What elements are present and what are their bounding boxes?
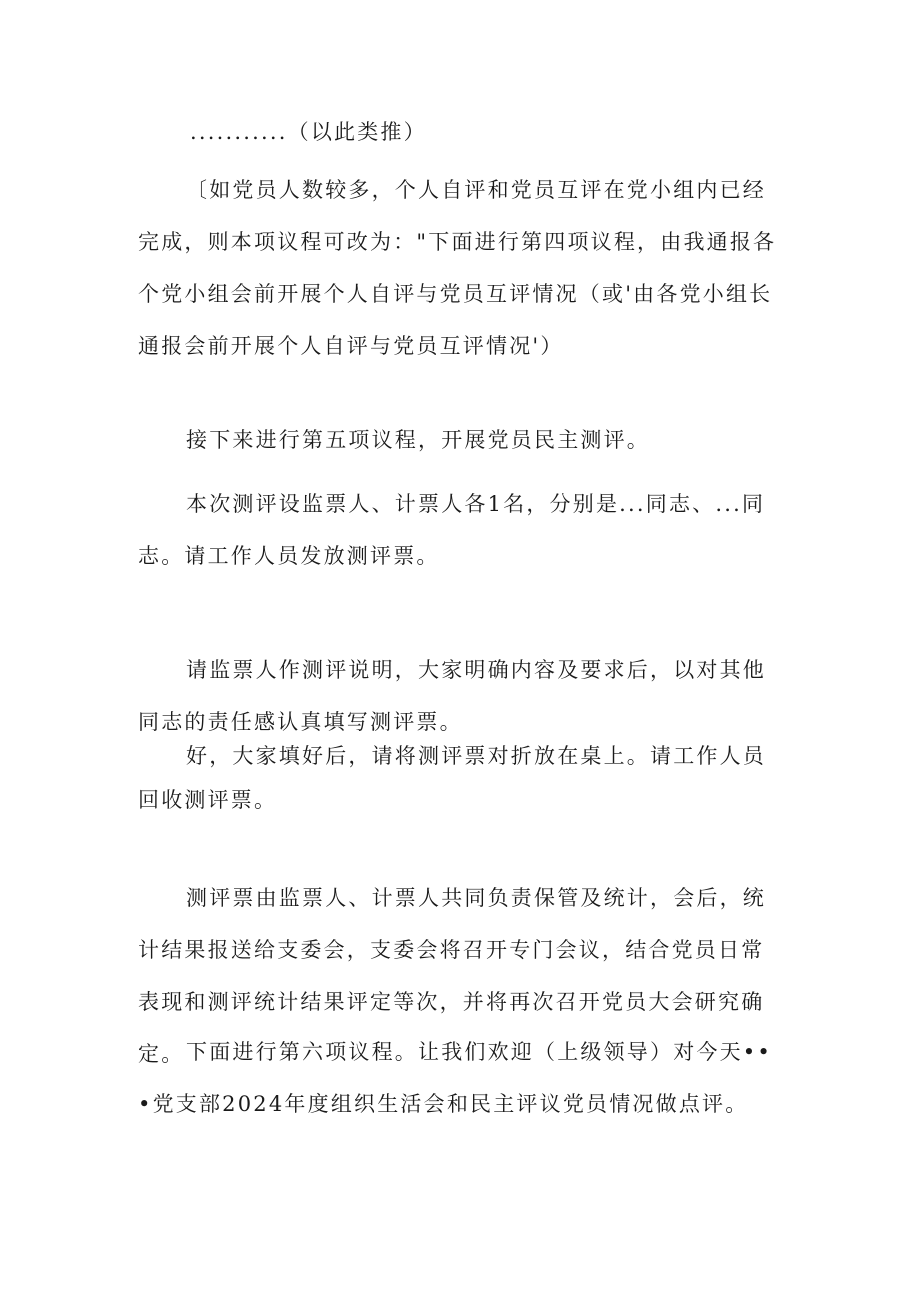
paragraph-agenda-six: 下面进行第六项议程。让我们欢迎（上级领导）对今天•••党支部2024年度组织生活会和民主评议党员情况做点评。: [138, 1040, 772, 1116]
paragraph-collect-ballots: 好，大家填好后，请将测评票对折放在桌上。请工作人员回收测评票。: [138, 744, 766, 812]
paragraph-alternative-agenda: 〔如党员人数较多，个人自评和党员互评在党小组内已经完成，则本项议程可改为："下面进行第四项议程，由我通报各个党小组会前开展个人自评与党员互评情况（或'由各党小组长通报会前开展个人自评与党员互评情况'）: [138, 178, 777, 358]
paragraph-vote-monitors: 本次测评设监票人、计票人各1名，分别是...同志、...同志。请工作人员发放测评票。: [138, 492, 766, 568]
paragraph-ellipsis: ...........（以此类推）: [190, 120, 427, 144]
paragraph-ballot-counting: 测评票由监票人、计票人共同负责保管及统计，会后，统计结果报送给支委会，支委会将召开专门会议，结合党员日常表现和测评统计结果评定等次，并将再次召开党员大会研究确定。: [138, 886, 766, 1066]
paragraph-evaluation-instructions: 请监票人作测评说明，大家明确内容及要求后，以对其他同志的责任感认真填写测评票。: [138, 658, 766, 734]
paragraph-agenda-five: 接下来进行第五项议程，开展党员民主测评。: [186, 428, 650, 452]
